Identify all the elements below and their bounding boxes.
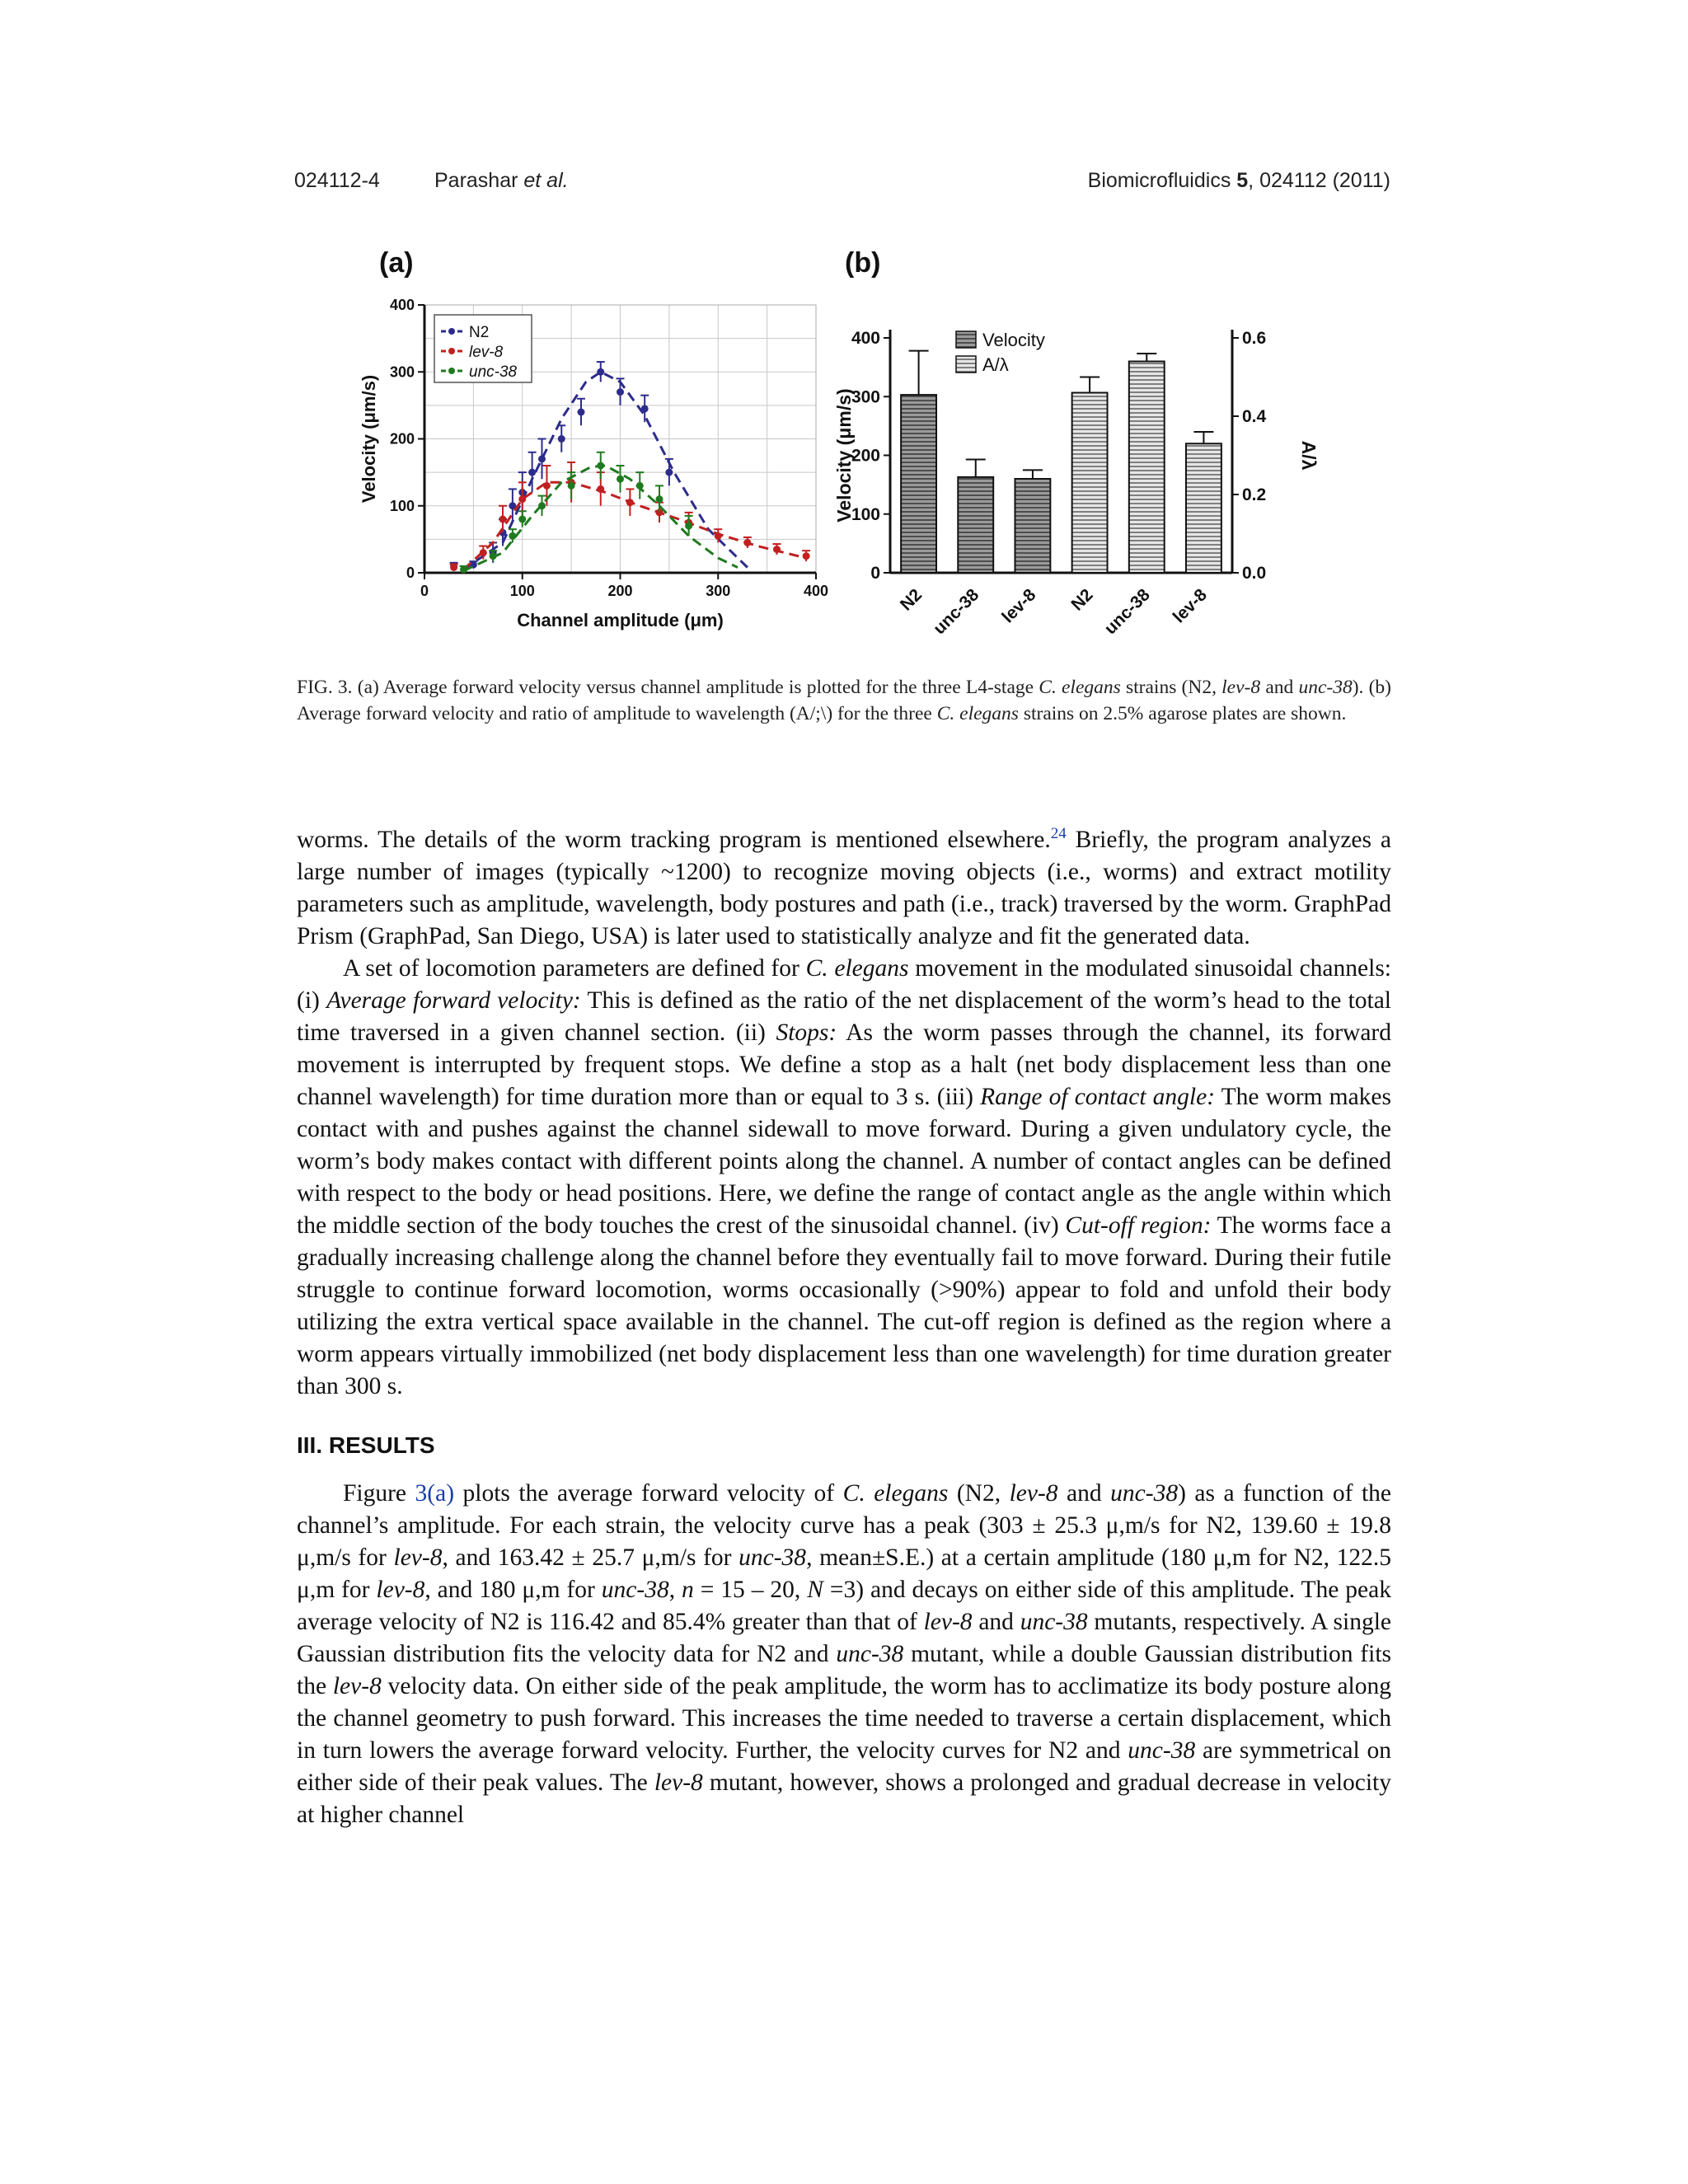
fit-curve-N2 <box>464 372 748 569</box>
data-point-unc-38 <box>490 552 497 560</box>
bar-y-tick-label: 300 <box>851 387 880 407</box>
running-header <box>294 169 1390 202</box>
panel-b-label: (b) <box>845 247 881 279</box>
bar-y-tick-label: 0 <box>870 564 880 583</box>
authors-name: Parashar <box>434 169 524 192</box>
legend-label-lev-8: lev-8 <box>469 344 504 361</box>
legend-marker-unc-38 <box>448 368 455 374</box>
data-point-unc-38 <box>656 495 663 503</box>
panel-a-label: (a) <box>379 247 414 279</box>
x-tick-label: 200 <box>607 583 633 599</box>
x-axis-title: Channel amplitude (μm) <box>517 610 724 630</box>
y-tick-label: 200 <box>389 430 415 448</box>
paragraph-parameters: A set of locomotion parameters are defined for C. elegans movement in the modulated sinusoidal channels: (i) Average forward velocity: This is defined as the ratio of the net displacement of the worm’s head to the total time traversed in a given channel section. (ii) Stops: As the worm passes through the channel, its forward movement is interrupted by frequent stops. We define a stop as a halt (net body displacement less than one channel wavelength) for time duration more than or equal to 3 s. (iii) Range of contact angle: The worm makes contact with and pushes against the channel sidewall to move forward. During a given undulatory cycle, the worm’s body makes contact with different points along the channel. A number of contact angles can be defined with respect to the body or head positions. Here, we define the range of contact angle as the angle within which the middle section of the body touches the crest of the sinusoidal channel. (iv) Cut-off region: The worms face a gradually increasing challenge along the channel before they eventually fail to move forward. During their futile struggle to continue forward locomotion, worms occasionally (>90%) appear to fold and unfold their body utilizing the extra vertical space available in the channel. The cut-off region is defined as the region where a worm appears virtually immobilized (net body displacement less than one wavelength) for time duration greater than 300 s. <box>297 955 1392 1399</box>
y-tick-label: 400 <box>389 297 415 313</box>
data-point-lev-8 <box>518 495 526 503</box>
journal-volume: 5 <box>1236 169 1249 192</box>
data-point-N2 <box>558 435 565 443</box>
bar-y2-tick-label: 0.0 <box>1242 564 1267 583</box>
bar-y-tick-label: 400 <box>851 329 880 348</box>
data-point-unc-38 <box>568 482 575 490</box>
fit-curve-lev-8 <box>464 482 807 569</box>
bar-category-label: unc-38 <box>930 585 983 639</box>
data-point-N2 <box>528 469 536 476</box>
reference-24[interactable]: 24 <box>1050 825 1067 843</box>
section-heading-results: III. RESULTS <box>297 1432 435 1458</box>
figure-3 <box>346 235 1409 663</box>
bar-category-label: unc-38 <box>1100 585 1154 639</box>
bar-velocity <box>901 395 936 573</box>
data-point-lev-8 <box>743 539 751 546</box>
page-id: 024112-4 <box>294 169 380 192</box>
data-point-unc-38 <box>636 482 644 490</box>
data-point-N2 <box>617 388 624 396</box>
data-point-lev-8 <box>626 499 634 506</box>
legend-label-N2: N2 <box>469 324 490 341</box>
y-tick-label: 100 <box>389 497 415 514</box>
bar-y-tick-label: 200 <box>851 446 880 466</box>
bar-y-axis-title: Velocity (μm/s) <box>833 388 855 523</box>
bar-velocity <box>958 477 993 573</box>
data-point-lev-8 <box>597 485 604 493</box>
data-point-unc-38 <box>460 565 467 573</box>
bar-y-tick-label: 100 <box>851 504 880 524</box>
bar-y2-tick-label: 0.2 <box>1242 485 1267 504</box>
legend-marker-N2 <box>448 328 455 335</box>
data-point-unc-38 <box>509 532 516 540</box>
data-point-lev-8 <box>499 516 507 523</box>
bar-y2-tick-label: 0.4 <box>1242 407 1267 426</box>
data-point-unc-38 <box>518 516 526 523</box>
body-text <box>297 824 1391 1831</box>
x-tick-label: 0 <box>420 583 429 599</box>
journal-citation <box>1088 169 1390 193</box>
bar-category-label: lev-8 <box>1169 585 1211 627</box>
journal-article: , 024112 (2011) <box>1248 169 1390 192</box>
bar-ratio <box>1186 443 1221 573</box>
x-tick-label: 100 <box>509 583 535 599</box>
x-tick-label: 300 <box>706 583 731 599</box>
bar-ratio <box>1072 393 1108 574</box>
data-point-N2 <box>597 368 604 376</box>
data-point-unc-38 <box>538 502 546 509</box>
data-point-N2 <box>665 469 673 476</box>
bar-category-label: N2 <box>896 585 926 615</box>
data-point-lev-8 <box>803 552 810 560</box>
legend-label-unc-38: unc-38 <box>469 363 518 381</box>
figure-caption: FIG. 3. (a) Average forward velocity versus channel amplitude is plotted for the three L4-stage C. elegans strains (N2, lev-8 and unc-38). (b) Average forward velocity and ratio of amplitude to wavelength (A/;\) for the three C. elegans strains on 2.5% agarose plates are shown. <box>297 677 1391 724</box>
authors-etal: et al. <box>523 169 569 192</box>
running-authors <box>434 169 569 193</box>
data-point-unc-38 <box>685 523 692 530</box>
bar-category-label: N2 <box>1067 585 1097 615</box>
bar-category-label: lev-8 <box>998 585 1040 627</box>
bar-legend-swatch-velocity <box>956 331 976 348</box>
data-point-lev-8 <box>450 564 457 571</box>
data-point-unc-38 <box>617 476 624 483</box>
journal-name: Biomicrofluidics <box>1087 169 1237 192</box>
paragraph-tracking: worms. The details of the worm tracking program is mentioned elsewhere.$^{24}$ Briefly, the program analyzes a large number of images (typically ~1200) to recognize moving objects (i.e., worms) and extract motility parameters such as amplitude, wavelength, body postures and path (i.e., track) traversed by the worm. GraphPad Prism (GraphPad, San Diego, USA) is later used to statistically analyze and fit the generated data. <box>297 825 1392 949</box>
data-point-lev-8 <box>480 549 487 556</box>
data-point-N2 <box>641 405 649 412</box>
y-tick-label: 300 <box>389 363 415 381</box>
data-point-N2 <box>538 455 546 462</box>
data-point-N2 <box>578 409 585 416</box>
bar-y2-tick-label: 0.6 <box>1242 329 1267 348</box>
legend-marker-lev-8 <box>448 348 455 354</box>
figure-3-svg <box>346 235 1409 663</box>
paragraph-results: Figure 3(a) plots the average forward velocity of C. elegans (N2, lev-8 and unc-38) as a function of the channel’s amplitude. For each strain, the velocity curve has a peak (303 ± 25.3 μ,m/s for N2, 139.60 ± 19.8 μ,m/s for lev-8, and 163.42 ± 25.7 μ,m/s for unc-38, mean±S.E.) at a certain amplitude (180 μ,m for N2, 122.5 μ,m for lev-8, and 180 μ,m for unc-38, n = 15 – 20, N =3) and decays on either side of this amplitude. The peak average velocity of N2 is 116.42 and 85.4% greater than that of lev-8 and unc-38 mutants, respectively. A single Gaussian distribution fits the velocity data for N2 and unc-38 mutant, while a double Gaussian distribution fits the lev-8 velocity data. On either side of the peak amplitude, the worm has to acclimatize its body posture along the channel geometry to push forward. This increases the time needed to traverse a certain displacement, which in turn lowers the average forward velocity. Further, the velocity curves for N2 and unc-38 are symmetrical on either side of their peak values. The lev-8 mutant, however, shows a prolonged and gradual decrease in velocity at higher channel <box>297 1480 1392 1828</box>
y-tick-label: 0 <box>406 565 415 581</box>
data-point-unc-38 <box>597 462 604 470</box>
bar-legend-label-ratio: A/λ <box>982 354 1009 375</box>
y-axis-title: Velocity (μm/s) <box>359 374 379 504</box>
data-point-lev-8 <box>773 546 781 553</box>
bar-legend-label-velocity: Velocity <box>982 330 1045 350</box>
bar-velocity <box>1015 479 1050 573</box>
figure-link-3a[interactable]: 3(a) <box>415 1480 455 1507</box>
x-tick-label: 400 <box>803 583 829 599</box>
data-point-lev-8 <box>715 532 722 540</box>
bar-y2-axis-title: A/λ <box>1298 440 1320 471</box>
bar-ratio <box>1129 362 1165 574</box>
data-point-lev-8 <box>543 482 551 490</box>
bar-legend-swatch-ratio <box>956 356 976 373</box>
